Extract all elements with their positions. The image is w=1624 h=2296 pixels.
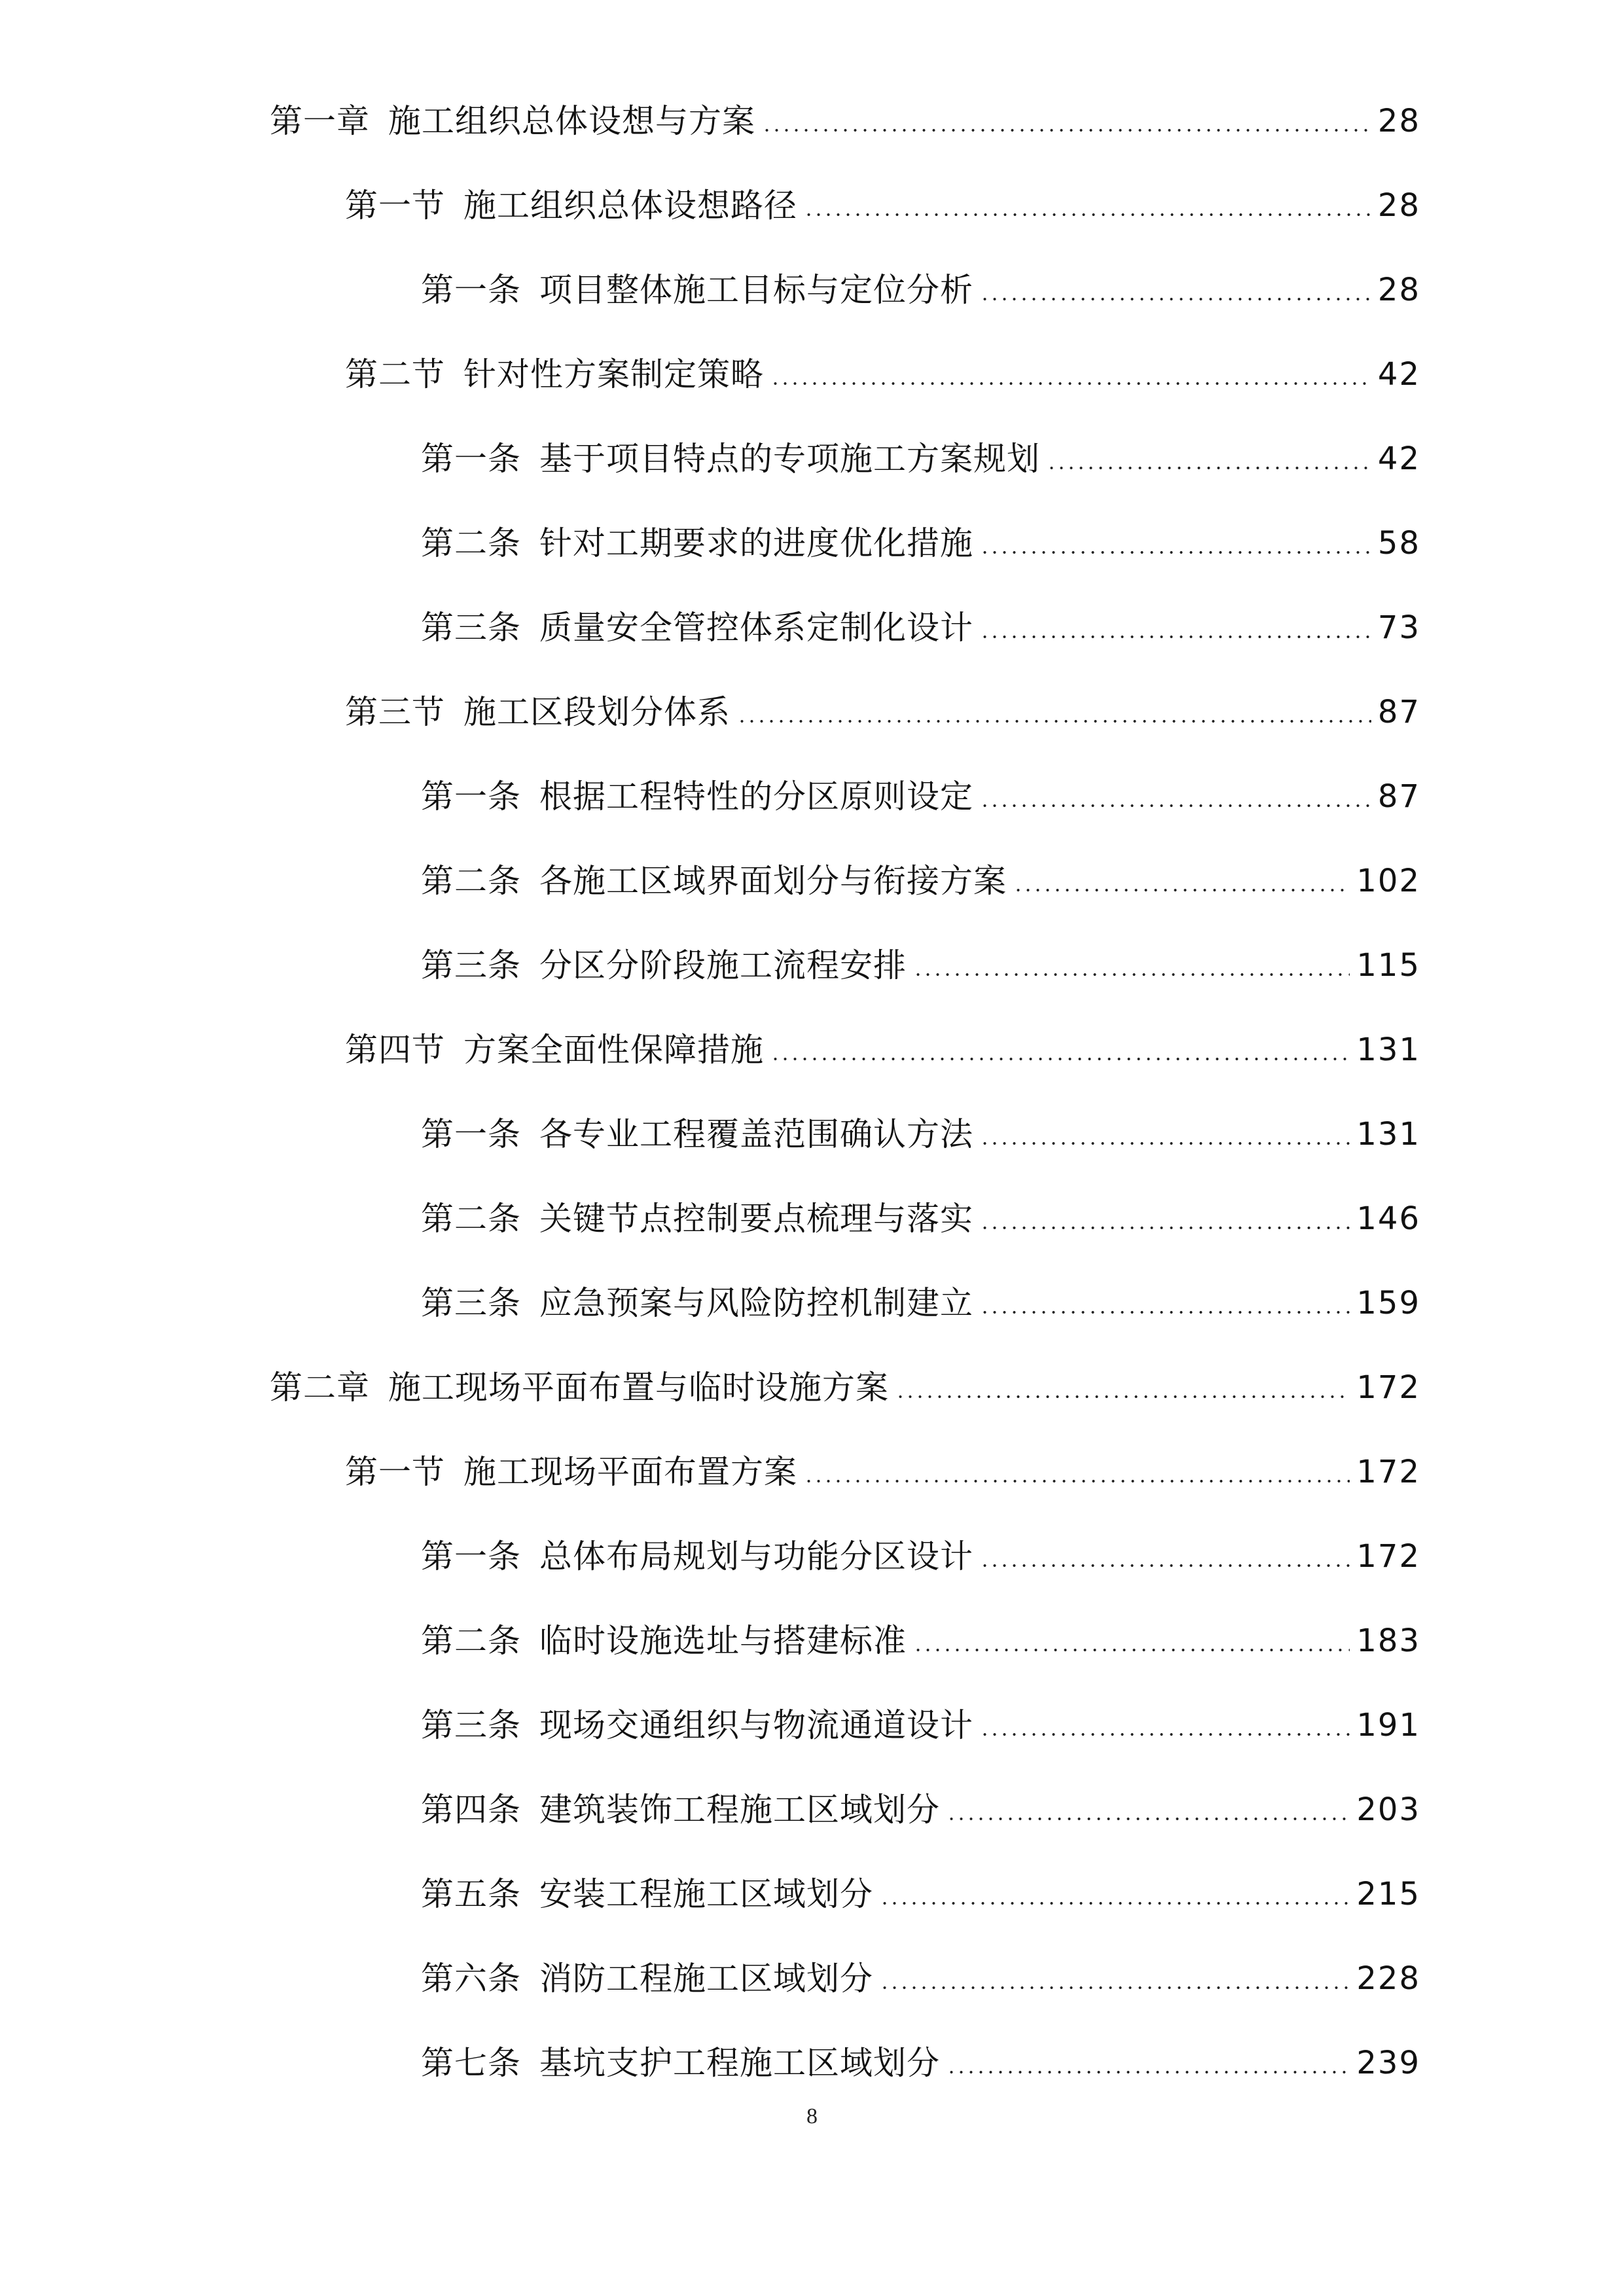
dot-leader <box>947 2071 1350 2073</box>
toc-entry[interactable] <box>0 585 1624 670</box>
toc-entry[interactable] <box>0 247 1624 332</box>
dot-leader <box>804 213 1371 216</box>
toc-entry-page-number: 87 <box>1377 778 1420 815</box>
toc-entry-label: 第二节 <box>345 355 445 393</box>
dot-leader <box>1047 467 1371 469</box>
dot-leader <box>980 298 1371 300</box>
toc-entry-label: 第三条 <box>421 946 521 984</box>
toc-entry[interactable] <box>0 1176 1624 1261</box>
toc-entry[interactable] <box>0 1261 1624 1345</box>
toc-entry-page-number: 42 <box>1377 440 1420 477</box>
toc-entry-label: 第四条 <box>421 1790 521 1829</box>
toc-entry-page-number: 203 <box>1356 1791 1420 1828</box>
toc-entry-title: 现场交通组织与物流通道设计 <box>539 1706 973 1744</box>
toc-entry-label: 第三条 <box>421 1706 521 1744</box>
toc-entry-label: 第二条 <box>421 524 521 562</box>
dot-leader <box>980 1142 1350 1145</box>
toc-entry[interactable] <box>0 416 1624 501</box>
toc-entry-title: 施工现场平面布置与临时设施方案 <box>388 1368 889 1407</box>
dot-leader <box>980 1227 1350 1229</box>
toc-entry-title: 针对工期要求的进度优化措施 <box>539 524 973 562</box>
dot-leader <box>913 973 1350 976</box>
toc-entry-label: 第三条 <box>421 608 521 647</box>
dot-leader <box>980 1733 1350 1736</box>
toc-entry-label: 第二条 <box>421 861 521 900</box>
toc-entry-page-number: 102 <box>1356 862 1420 899</box>
toc-entry-title: 施工组织总体设想与方案 <box>388 101 755 140</box>
toc-entry-label: 第一节 <box>345 186 445 224</box>
toc-entry-title: 施工区段划分体系 <box>463 692 731 731</box>
toc-entry-page-number: 183 <box>1356 1622 1420 1659</box>
toc-entry[interactable] <box>0 838 1624 923</box>
dot-leader <box>1013 889 1350 891</box>
toc-entry[interactable] <box>0 501 1624 585</box>
toc-entry-page-number: 73 <box>1377 609 1420 646</box>
toc-entry-label: 第一条 <box>421 270 521 309</box>
toc-entry-title: 根据工程特性的分区原则设定 <box>539 777 973 816</box>
toc-entry-label: 第二条 <box>421 1199 521 1238</box>
dot-leader <box>913 1649 1350 1651</box>
dot-leader <box>804 1480 1350 1482</box>
toc-entry-title: 基于项目特点的专项施工方案规划 <box>539 439 1040 478</box>
toc-entry-page-number: 87 <box>1377 693 1420 730</box>
toc-entry-page-number: 28 <box>1377 271 1420 308</box>
toc-entry-title: 消防工程施工区域划分 <box>539 1959 873 1998</box>
dot-leader <box>947 1818 1350 1820</box>
toc-entry-page-number: 172 <box>1356 1537 1420 1575</box>
toc-entry-page-number: 28 <box>1377 102 1420 139</box>
toc-entry-page-number: 228 <box>1356 1960 1420 1997</box>
dot-leader <box>880 1986 1350 1989</box>
toc-entry-title: 安装工程施工区域划分 <box>539 1874 873 1913</box>
toc-entry[interactable] <box>0 1514 1624 1598</box>
dot-leader <box>980 636 1371 638</box>
toc-entry-page-number: 58 <box>1377 524 1420 562</box>
toc-entry-title: 施工组织总体设想路径 <box>463 186 797 224</box>
toc-entry[interactable] <box>0 332 1624 416</box>
toc-entry-title: 施工现场平面布置方案 <box>463 1452 797 1491</box>
toc-entry-title: 质量安全管控体系定制化设计 <box>539 608 973 647</box>
toc-entry-page-number: 191 <box>1356 1706 1420 1744</box>
toc-entry-label: 第三条 <box>421 1283 521 1322</box>
toc-entry-label: 第一条 <box>421 1537 521 1575</box>
toc-entry-label: 第五条 <box>421 1874 521 1913</box>
toc-entry[interactable] <box>0 1598 1624 1683</box>
toc-entry-title: 分区分阶段施工流程安排 <box>539 946 907 984</box>
toc-entry-page-number: 42 <box>1377 355 1420 393</box>
toc-entry[interactable] <box>0 1429 1624 1514</box>
page-number: 8 <box>806 2104 818 2128</box>
toc-entry-page-number: 28 <box>1377 187 1420 224</box>
toc-entry-page-number: 131 <box>1356 1031 1420 1068</box>
toc-entry-label: 第七条 <box>421 2043 521 2082</box>
toc-entry[interactable] <box>0 2020 1624 2105</box>
toc-entry[interactable] <box>0 1936 1624 2020</box>
toc-entry-label: 第二章 <box>270 1368 370 1407</box>
toc-entry[interactable] <box>0 923 1624 1007</box>
toc-entry[interactable] <box>0 1852 1624 1936</box>
toc-entry-page-number: 172 <box>1356 1453 1420 1490</box>
toc-entry-page-number: 131 <box>1356 1115 1420 1153</box>
dot-leader <box>880 1902 1350 1905</box>
toc-entry-page-number: 146 <box>1356 1200 1420 1237</box>
toc-entry-title: 方案全面性保障措施 <box>463 1030 764 1069</box>
toc-entry[interactable] <box>0 79 1624 163</box>
toc-entry-title: 关键节点控制要点梳理与落实 <box>539 1199 973 1238</box>
toc-entry-title: 项目整体施工目标与定位分析 <box>539 270 973 309</box>
toc-entry[interactable] <box>0 163 1624 247</box>
toc-entry[interactable] <box>0 1767 1624 1852</box>
toc-entry[interactable] <box>0 754 1624 838</box>
dot-leader <box>737 720 1371 723</box>
toc-entry-label: 第一条 <box>421 777 521 816</box>
dot-leader <box>762 129 1371 132</box>
toc-entry-label: 第三节 <box>345 692 445 731</box>
toc-entry-title: 建筑装饰工程施工区域划分 <box>539 1790 940 1829</box>
dot-leader <box>895 1395 1350 1398</box>
toc-entry-label: 第四节 <box>345 1030 445 1069</box>
toc-entry-label: 第二条 <box>421 1621 521 1660</box>
toc-entry-page-number: 215 <box>1356 1875 1420 1912</box>
toc-entry[interactable] <box>0 1007 1624 1092</box>
toc-entry-title: 基坑支护工程施工区域划分 <box>539 2043 940 2082</box>
toc-entry-title: 针对性方案制定策略 <box>463 355 764 393</box>
toc-entry-label: 第一节 <box>345 1452 445 1491</box>
toc-entry-page-number: 239 <box>1356 2044 1420 2081</box>
dot-leader <box>980 804 1371 807</box>
toc-entry-label: 第一条 <box>421 1115 521 1153</box>
toc-entry[interactable] <box>0 1092 1624 1176</box>
dot-leader <box>980 1564 1350 1567</box>
dot-leader <box>770 1058 1350 1060</box>
toc-entry-label: 第六条 <box>421 1959 521 1998</box>
toc-entry-title: 总体布局规划与功能分区设计 <box>539 1537 973 1575</box>
toc-entry-page-number: 172 <box>1356 1369 1420 1406</box>
toc-entry-label: 第一条 <box>421 439 521 478</box>
dot-leader <box>980 551 1371 554</box>
toc-entry-page-number: 159 <box>1356 1284 1420 1321</box>
toc-entry[interactable] <box>0 670 1624 754</box>
toc-entry-label: 第一章 <box>270 101 370 140</box>
dot-leader <box>770 382 1371 385</box>
toc-entry-title: 临时设施选址与搭建标准 <box>539 1621 907 1660</box>
toc-entry[interactable] <box>0 1683 1624 1767</box>
table-of-contents <box>0 79 1624 2105</box>
toc-entry-title: 应急预案与风险防控机制建立 <box>539 1283 973 1322</box>
toc-entry[interactable] <box>0 1345 1624 1429</box>
toc-entry-page-number: 115 <box>1356 946 1420 984</box>
toc-entry-title: 各专业工程覆盖范围确认方法 <box>539 1115 973 1153</box>
dot-leader <box>980 1311 1350 1314</box>
toc-entry-title: 各施工区域界面划分与衔接方案 <box>539 861 1007 900</box>
